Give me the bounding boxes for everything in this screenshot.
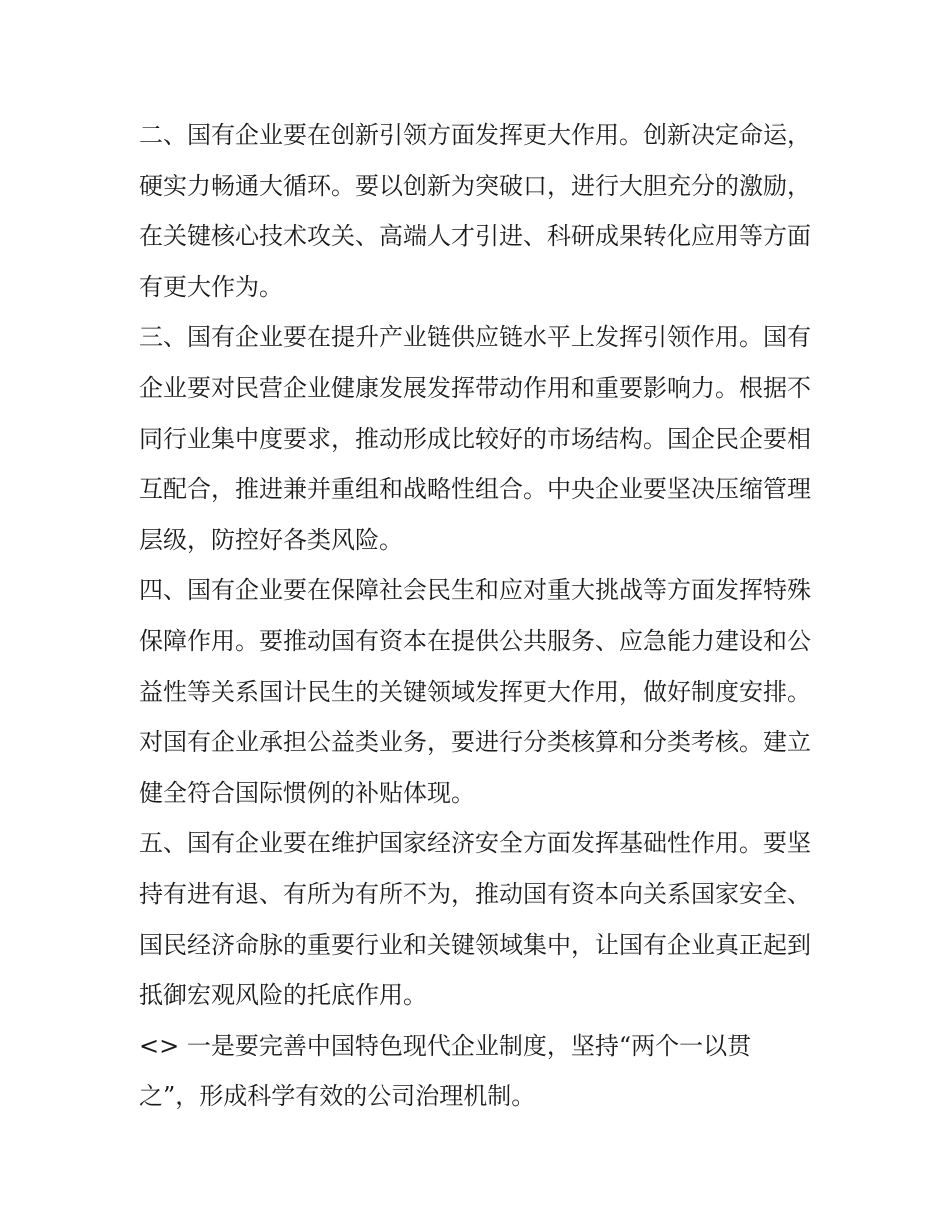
- paragraph-enterprise-system: [139, 1021, 811, 1122]
- paragraph-innovation: 二、国有企业要在创新引领方面发挥更大作用。创新决定命运，硬实力畅通大循环。要以创新为突破口，进行大胆充分的激励，在关键核心技术攻关、高端人才引进、科研成果转化应用等方面有更大作为。: [139, 121, 811, 301]
- paragraph-line: 之”，形成科学有效的公司治理机制。: [139, 1082, 536, 1111]
- document-body: [139, 110, 811, 1122]
- paragraph-economic-security: 五、国有企业要在维护国家经济安全方面发挥基础性作用。要坚持有进有退、有所为有所不为，推动国有资本向关系国家安全、国民经济命脉的重要行业和关键领域集中，让国有企业真正起到抵御宏观风险的托底作用。: [139, 829, 811, 1010]
- paragraph-line: <> 一是要完善中国特色现代企业制度，坚持“两个一以贯: [139, 1031, 752, 1060]
- paragraph-social-livelihood: 四、国有企业要在保障社会民生和应对重大挑战等方面发挥特殊保障作用。要推动国有资本在提供公共服务、应急能力建设和公益性等关系国计民生的关键领域发挥更大作用，做好制度安排。对国有企业承担公益类业务，要进行分类核算和分类考核。建立健全符合国际惯例的补贴体现。: [139, 576, 811, 807]
- paragraph-industry-chain: 三、国有企业要在提升产业链供应链水平上发挥引领作用。国有企业要对民营企业健康发展发挥带动作用和重要影响力。根据不同行业集中度要求，推动形成比较好的市场结构。国企民企要相互配合，推进兼并重组和战略性组合。中央企业要坚决压缩管理层级，防控好各类风险。: [139, 323, 811, 554]
